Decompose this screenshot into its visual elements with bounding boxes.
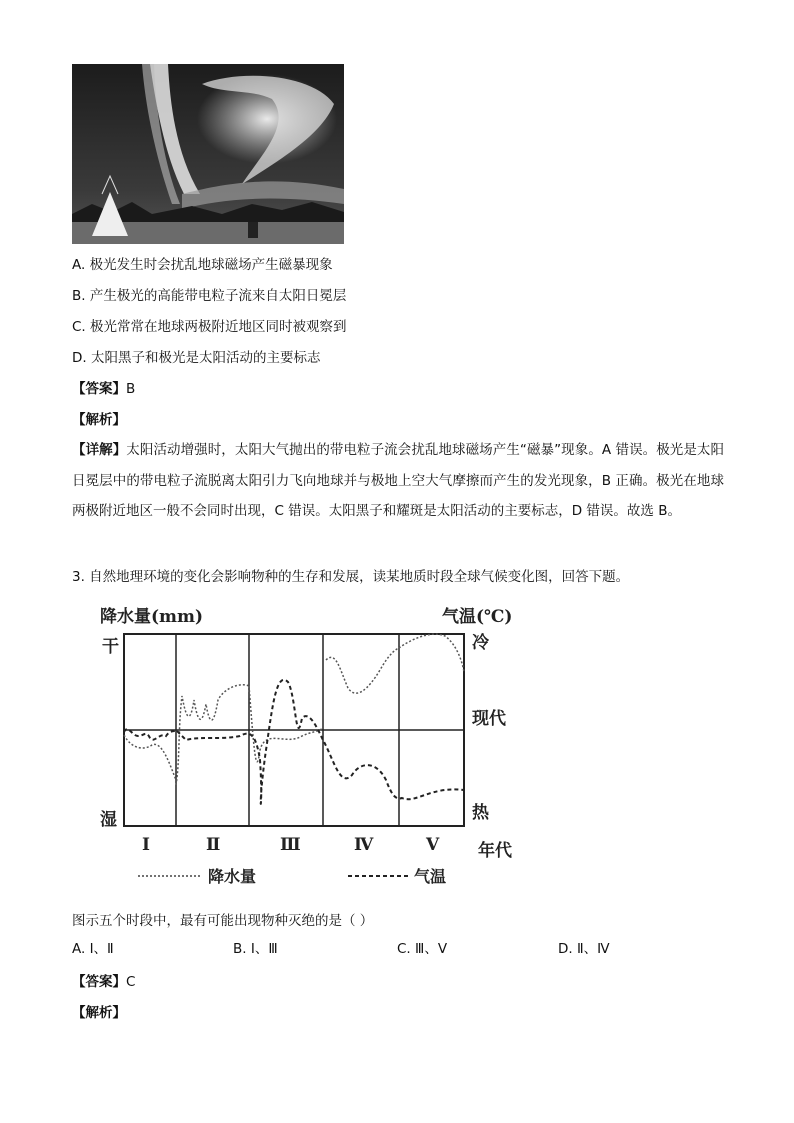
q2-option-d: D. 太阳黑子和极光是太阳活动的主要标志	[72, 350, 321, 366]
period-label-5: Ⅴ	[426, 835, 440, 855]
chart-grid	[124, 634, 464, 826]
legend-temp-label: 气温	[414, 867, 447, 886]
left-bottom-label: 湿	[100, 810, 117, 830]
legend-precip-label: 降水量	[208, 867, 257, 886]
q3-answer: 【答案】C	[72, 974, 136, 990]
q2-analysis-label: 【解析】	[72, 412, 126, 428]
temp-series-line	[124, 680, 464, 804]
left-top-label: 干	[102, 637, 119, 657]
q2-option-b: B. 产生极光的高能带电粒子流来自太阳日冕层	[72, 288, 347, 304]
period-label-4: Ⅳ	[354, 835, 374, 855]
q2-detail	[72, 435, 724, 527]
q2-answer	[72, 380, 135, 398]
climate-chart	[90, 600, 530, 890]
q2-option-c: C. 极光常常在地球两极附近地区同时被观察到	[72, 319, 347, 335]
q3-option-a: A. Ⅰ、Ⅱ	[72, 941, 114, 957]
legend	[138, 867, 446, 886]
detail-text: 太阳活动增强时，太阳大气抛出的带电粒子流会扰乱地球磁场产生“磁暴”现象。A 错误。极光是太阳日冕层中的带电粒子流脱离太阳引力飞向地球并与极地上空大气摩擦而产生的发光现象，B 正确。极光在地球两极附近地区一般不会同时出现，C 错误。太阳黑子和耀斑是太阳活动的主要标志，D 错误。故选 B。	[72, 442, 725, 519]
detail-label: 【详解】	[72, 442, 127, 458]
q3-question: 图示五个时段中，最有可能出现物种灭绝的是（ ）	[72, 913, 374, 929]
answer-value: B	[126, 381, 136, 397]
right-top-label: 冷	[472, 633, 489, 653]
period-label-2: Ⅱ	[206, 835, 221, 855]
period-label-1: Ⅰ	[142, 835, 150, 855]
q3-option-b: B. Ⅰ、Ⅲ	[233, 941, 278, 957]
q3-option-c: C. Ⅲ、Ⅴ	[397, 941, 448, 957]
period-label-3: Ⅲ	[280, 835, 301, 855]
x-axis-label: 年代	[478, 841, 512, 861]
right-mid-label: 现代	[472, 709, 506, 729]
q3-option-d: D. Ⅱ、Ⅳ	[558, 941, 610, 957]
q2-option-a: A. 极光发生时会扰乱地球磁场产生磁暴现象	[72, 257, 333, 273]
answer-label: 【答案】	[72, 381, 126, 397]
right-axis-label: 气温(℃)	[442, 607, 513, 627]
q3-stem: 3. 自然地理环境的变化会影响物种的生存和发展，读某地质时段全球气候变化图，回答下题。	[72, 569, 630, 585]
aurora-photo	[72, 64, 344, 244]
left-axis-label: 降水量(mm)	[100, 607, 204, 627]
q3-analysis-label: 【解析】	[72, 1005, 126, 1021]
right-bottom-label: 热	[472, 803, 489, 823]
